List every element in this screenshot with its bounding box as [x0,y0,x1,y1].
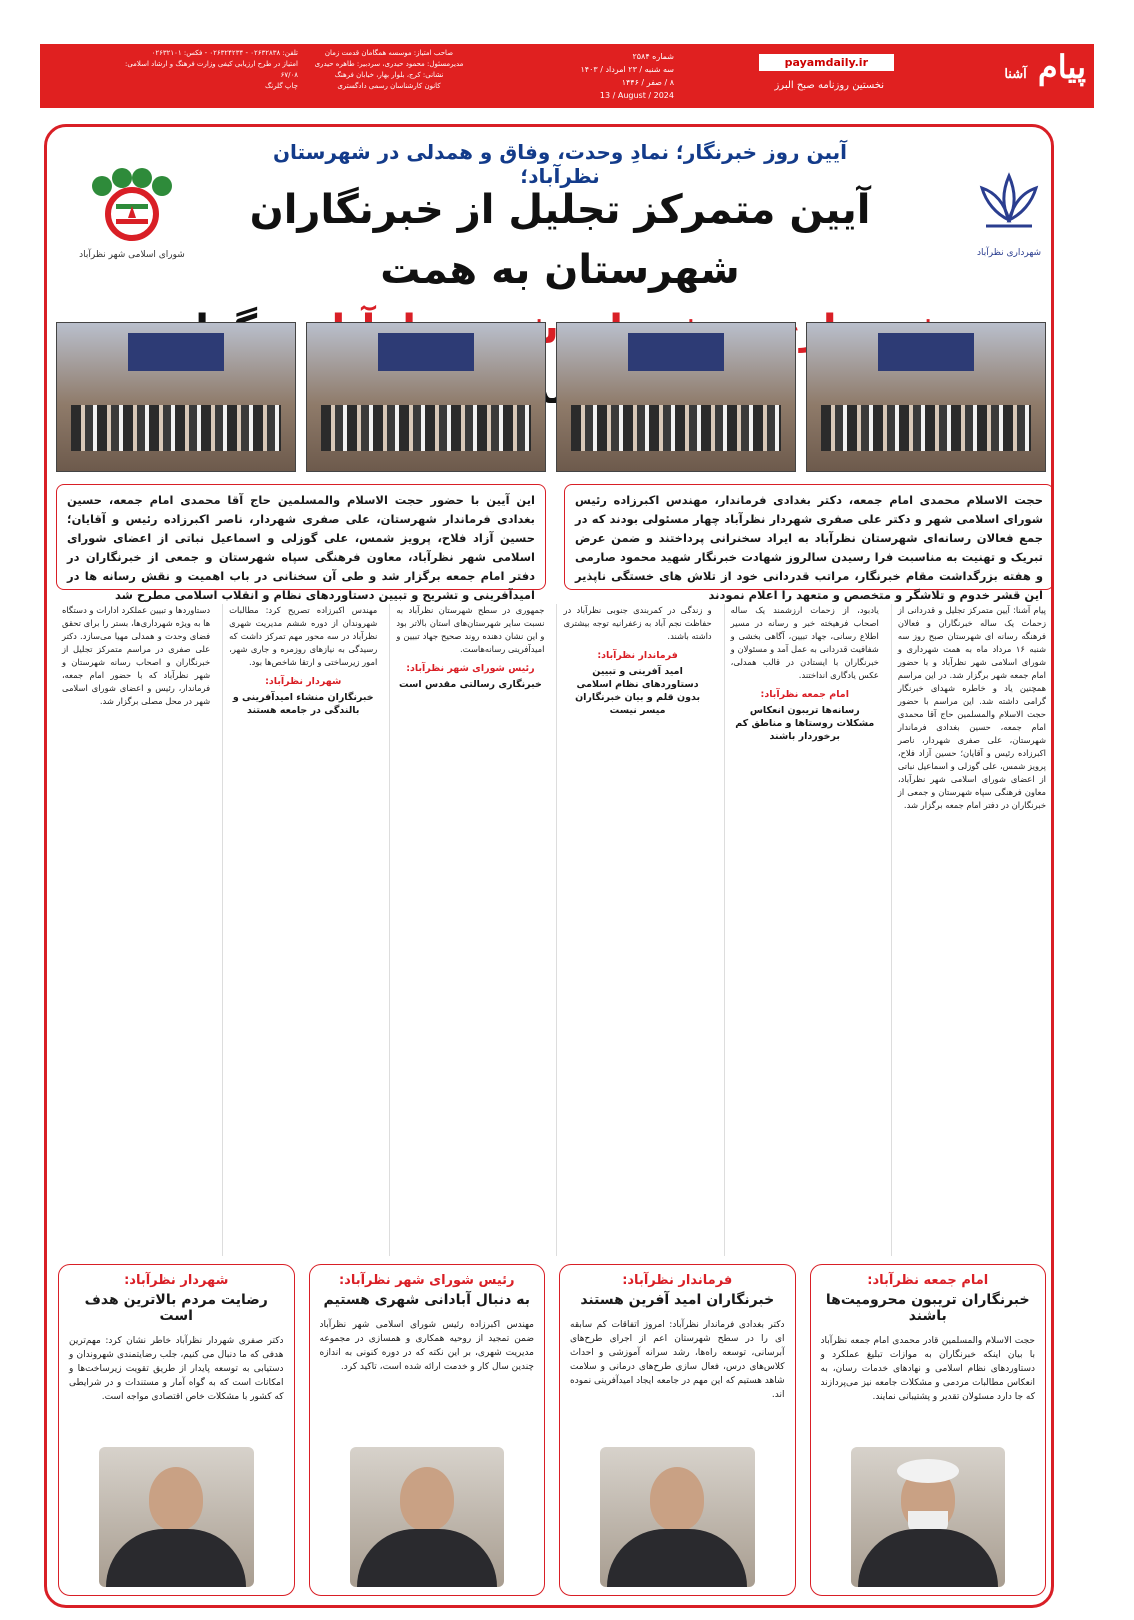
quote-box-governor [559,1264,796,1596]
quote-title: خبرنگاران تریبون محرومیت‌ها باشند [825,1292,1030,1324]
lead-paragraph-left: این آیین با حضور حجت الاسلام والمسلمین حاج آقا محمدی امام جمعه، حسین بغدادی فرماندار شهرستان، علی صفری شهردار، ناصر اکبرزاده رئیس و آقایان؛ حسین آزاد فلاح، پرویز شمس، علی گوزلی و اسماعیل نباتی از اعضای شورای اسلامی شهر نظرآباد، معاون فرهنگی سپاه شهرستان و جمعی از خبرنگاران در دفتر امام جمعه برگزار شد و طی آن سخنانی در باب اهمیت و نقش رسانه ها در امیدآفرینی و تشریح و تبیین دستاوردهای نظام و انقلاب اسلامی مطرح شد [56,484,546,590]
address-line: نشانی: کرج، بلوار بهار، خیابان فرهنگ [334,71,444,79]
photo-strip [56,322,1046,472]
website-link[interactable]: payamdaily.ir [759,54,894,71]
municipality-logo [964,170,1054,270]
column-text: یادبود، از زحمات ارزشمند یک ساله اصحاب فرهیخته خبر و رسانه در مسیر اطلاع رسانی، جهاد تبیین، آگاهی بخشی و شفافیت قدردانی به عمل آمد و مسئولان و خبرنگاران با ایستادن در قالب همدلی، عکس یادگاری انداختند. [730,605,879,680]
printer-line: چاپ گلرنگ [264,82,298,90]
text-column [724,604,879,1256]
text-column [556,604,711,1256]
lotus-emblem-icon [974,170,1044,240]
portrait-photo [600,1447,755,1587]
column-text: و زندگی در کمربندی جنوبی نظرآباد در حفاظت نجم آباد به زعفرانیه توجه بیشتری داشته باشند. [563,605,712,641]
subheading-title: رسانه‌ها تریبون انعکاس مشکلات روستاها و مناطق کم برخوردار باشند [735,705,875,742]
text-column [891,604,1046,1256]
quote-role: فرماندار نظرآباد: [622,1273,733,1288]
rating-value: ۶۷/۰۸ [280,71,298,79]
issue-date-hijri: ۸ / صفر / ۱۴۴۶ [621,78,674,87]
text-column [389,604,544,1256]
issue-info [580,50,674,102]
text-column [222,604,377,1256]
column-text: جمهوری در سطح شهرستان نظرآباد به نسبت سایر شهرستان‌های استان بالاتر بود و این نشان دهنده روند صحیح جهاد تبیین و امیدآفرینی رسانه‌هاست. [396,605,545,654]
column-text: پیام آشنا: آیین متمرکز تجلیل و قدردانی از زحمات یک ساله خبرنگاران و فعالان فرهنگه رسانه ای شهرستان صبح روز سه شنبه ۱۶ مرداد ماه به همت شهرداری و شورای اسلامی شهر نظرآباد و با حضور امام جمعه شهر برگزار شد. در این مراسم همچنین یاد و خاطره شهدای خبرنگار گرامی داشته شد. این مراسم با حضور حجت الاسلام والمسلمین حاج آقا محمدی امام جمعه، حسین بغدادی فرماندار شهرستان، علی صفری شهردار، ناصر اکبرزاده رئیس و آقایان؛ حسین آزاد فلاح، پرویز شمس، علی گوزلی و اسماعیل نباتی از اعضای شورای اسلامی شهر نظرآباد، معاون فرهنگی سپاه شهرستان و جمعی از خبرنگاران در دفتر امام جمعه برگزار شد. [897,605,1046,810]
quote-role: رئیس شورای شهر نظرآباد: [338,1273,515,1288]
event-photo [556,322,796,472]
headline-line1: آیین متمرکز تجلیل از خبرنگاران شهرستان به همت [249,187,871,293]
column-text: دستاوردها و تبیین عملکرد ادارات و دستگاه ها به ویژه شهرداری‌ها، بستر را برای تحقق فضای وحدت و همدلی مهیا می‌سازد. دکتر علی صفری در مراسم متمرکز تجلیل از خبرنگاران و اصحاب رسانه شهرستان و شهر نظرآباد که با حضور امام جمعه، فرماندار، رئیس و اعضای شورای اسلامی شهر در محل مصلی برگزار شد. [61,605,211,706]
column-text: مهندس اکبرزاده تصریح کرد: مطالبات شهروندان از دوره ششم مدیریت شهری نظرآباد در سه محور مهم تمرکز داشت که رسیدگی به نیازهای روزمره و جاری شهر، امور زیرساختی و ارتقا شاخص‌ها بود. [229,605,378,667]
event-photo [306,322,546,472]
quote-box-council [309,1264,546,1596]
subheading: رئیس شورای شهر نظرآباد: [406,663,535,674]
logo-subtext: آشنا [1004,67,1027,82]
quote-title: رضایت مردم بالاترین هدف است [84,1292,268,1324]
subheading-title: خبرنگاری رسالتی مقدس است [399,679,542,690]
staff-info [304,48,474,92]
masthead [40,44,1094,108]
lead-paragraph-right: حجت الاسلام محمدی امام جمعه، دکتر بغدادی فرماندار، مهندس اکبرزاده رئیس شورای اسلامی شهر و دکتر علی صفری شهردار نظرآباد چهار مسئولی بودند که در جمع فعالان رسانه‌ای شهرستان نظرآباد به ایراد سخنرانی پرداختند و ضمن عرض تبریک و تهنیت به مناسبت فرا رسیدن سالروز شهادت خبرنگار شهید محمود صارمی و هفته بزرگداشت مقام خبرنگار، مراتب قدردانی خود از تلاش های خستگی ناپذیر این قشر خدوم و تلاشگر و متخصص و متعهد را اعلام نمودند [564,484,1054,590]
logo-text: پیام [1037,48,1086,86]
quote-body: دکتر بغدادی فرماندار نظرآباد: امروز اتفاقات کم سابقه ای را در سطح شهرستان اعم از اجرای طرح‌های آبرسانی، توسعه راه‌ها، رشد سرانه آموزشی و احداث کلاس‌های درس، فعال سازی طرح‌های درمانی و سلامت شاهد هستیم که این مهم در جامعه ایجاد امیدآفرینی نموده اند. [570,1320,785,1400]
subheading-title: خبرنگاران منشاء امیدآفرینی و بالندگی در جامعه هستند [232,692,374,716]
council-label: شورای اسلامی شهر نظرآباد [79,250,185,260]
quote-body: دکتر صفری شهردار نظرآباد خاطر نشان کرد: مهم‌ترین هدفی که ما دنبال می کنیم، جلب رضایتمندی شهروندان و دستیابی به توسعه پایدار از طریق تقویت زیرساخت‌ها و امکانات است که به گواه آمار و مستندات و در شرایطی که کشور با مشکلات خاص اقتصادی مواجه است. [69,1336,284,1402]
legal-line: کانون کارشناسان رسمی دادگستری [337,82,441,90]
subheading: فرماندار نظرآباد: [597,650,678,661]
text-column [56,604,210,1256]
rating-line: امتیاز در طرح ارزیابی کیفی وزارت فرهنگ و ارشاد اسلامی: [124,60,298,68]
quote-box-mayor [58,1264,295,1596]
quote-title: به دنبال آبادانی شهری هستیم [323,1292,530,1308]
event-photo [806,322,1046,472]
masthead-logo [1004,48,1086,86]
subheading-title: امید آفرینی و تبیین دستاوردهای نظام اسلامی بدون قلم و بیان خبرنگاران میسر نیست [575,666,701,716]
issue-number: شماره ۲۵۸۴ [632,52,674,61]
issue-date-persian: سه شنبه / ۲۳ امرداد / ۱۴۰۳ [580,65,674,74]
quote-box-imam [810,1264,1047,1596]
event-photo [56,322,296,472]
municipality-label: شهرداری نظرآباد [976,248,1042,258]
phone-line: تلفن: ۰۲۶۳۲۸۳۸ - ۰۲۶۳۲۴۲۳۴ - فکس: ۰۲۶۳۲۱۰۱ [151,49,298,57]
portrait-photo [350,1447,505,1587]
editors-line: مدیرمسئول: محمود حیدری، سردبیر: طاهره حیدری [314,60,464,68]
quote-role: امام جمعه نظرآباد: [867,1273,989,1288]
kicker: آیین روز خبرنگار؛ نمادِ وحدت، وفاق و همدلی در شهرستان نظرآباد؛ [272,140,848,188]
portrait-photo [851,1447,1006,1587]
contact-info [48,48,298,92]
publisher-line: صاحب امتیاز: موسسه همگامان قدمت زمان [324,49,454,57]
subheading: امام جمعه نظرآباد: [760,689,849,700]
issue-date-gregorian: 13 / August / 2024 [599,91,674,100]
quote-body: حجت الاسلام والمسلمین قادر محمدی امام جمعه نظرآباد با بیان اینکه خبرنگاران به موازات تبلیغ عملکرد و دستاوردهای نظام اسلامی و نهادهای خدمات رسان، به انعکاس مطالبات مردمی و مشکلات جامعه نیز می‌پردازند که جا دارد مسئولان تقدیر و پشتیبانی نمایند. [820,1336,1035,1402]
quote-title: خبرنگاران امید آفرین هستند [580,1292,775,1308]
subheading: شهردار نظرآباد: [265,676,342,687]
portrait-photo [99,1447,254,1587]
quote-role: شهردار نظرآباد: [124,1273,229,1288]
quote-boxes [58,1264,1046,1596]
quote-body: مهندس اکبرزاده رئیس شورای اسلامی شهر نظرآباد ضمن تمجید از روحیه همکاری و همسازی در مجموعه مدیریت شهری، بر این نکته که در دوره کنونی به اندازه چندین سال کار و خدمت ارائه شده است، تاکید کرد. [319,1320,534,1372]
slogan: نخستین روزنامه صبح البرز [774,80,884,91]
body-columns [56,604,1046,1256]
